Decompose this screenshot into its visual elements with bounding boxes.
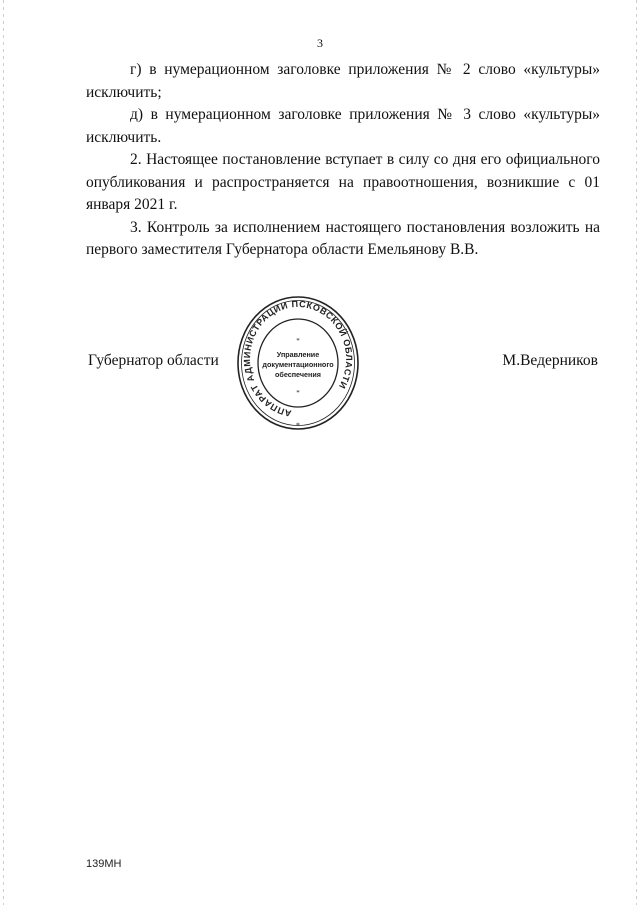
official-seal [236, 295, 360, 431]
seal-center-line-3: обеспечения [274, 370, 322, 379]
signer-title: Губернатор области [88, 352, 219, 369]
paragraph-item-d: д) в нумерационном заголовке приложения № 3 слово «культуры» исключить. [86, 106, 600, 146]
document-code: 139МН [86, 858, 122, 870]
paragraph-clause-2: 2. Настоящее постановление вступает в силу со дня его официального опубликования и распространяется на правоотношения, возникшие с 01 января 2021 г. [86, 151, 600, 213]
scan-edge-right [636, 0, 637, 905]
seal-center-line-2: документационного [262, 360, 334, 369]
paragraph-item-g: г) в нумерационном заголовке приложения № 2 слово «культуры» исключить; [86, 61, 600, 101]
seal-ring-text: АППАРАТ АДМИНИСТРАЦИИ ПСКОВСКОЙ ОБЛАСТИ [241, 298, 355, 419]
page-number: 3 [317, 36, 323, 50]
body-text [86, 59, 600, 262]
seal-star-top: * [296, 337, 300, 345]
signer-name: М.Ведерников [502, 352, 598, 369]
seal-star-inner: * [296, 389, 300, 397]
seal-star-bottom: * [296, 421, 300, 430]
paragraph-clause-3: 3. Контроль за исполнением настоящего постановления возложить на первого заместителя Губернатора области Емельянову В.В. [86, 218, 600, 258]
seal-icon [236, 295, 360, 431]
scan-edge-left [3, 0, 4, 905]
seal-center-line-1: Управление [276, 350, 320, 359]
